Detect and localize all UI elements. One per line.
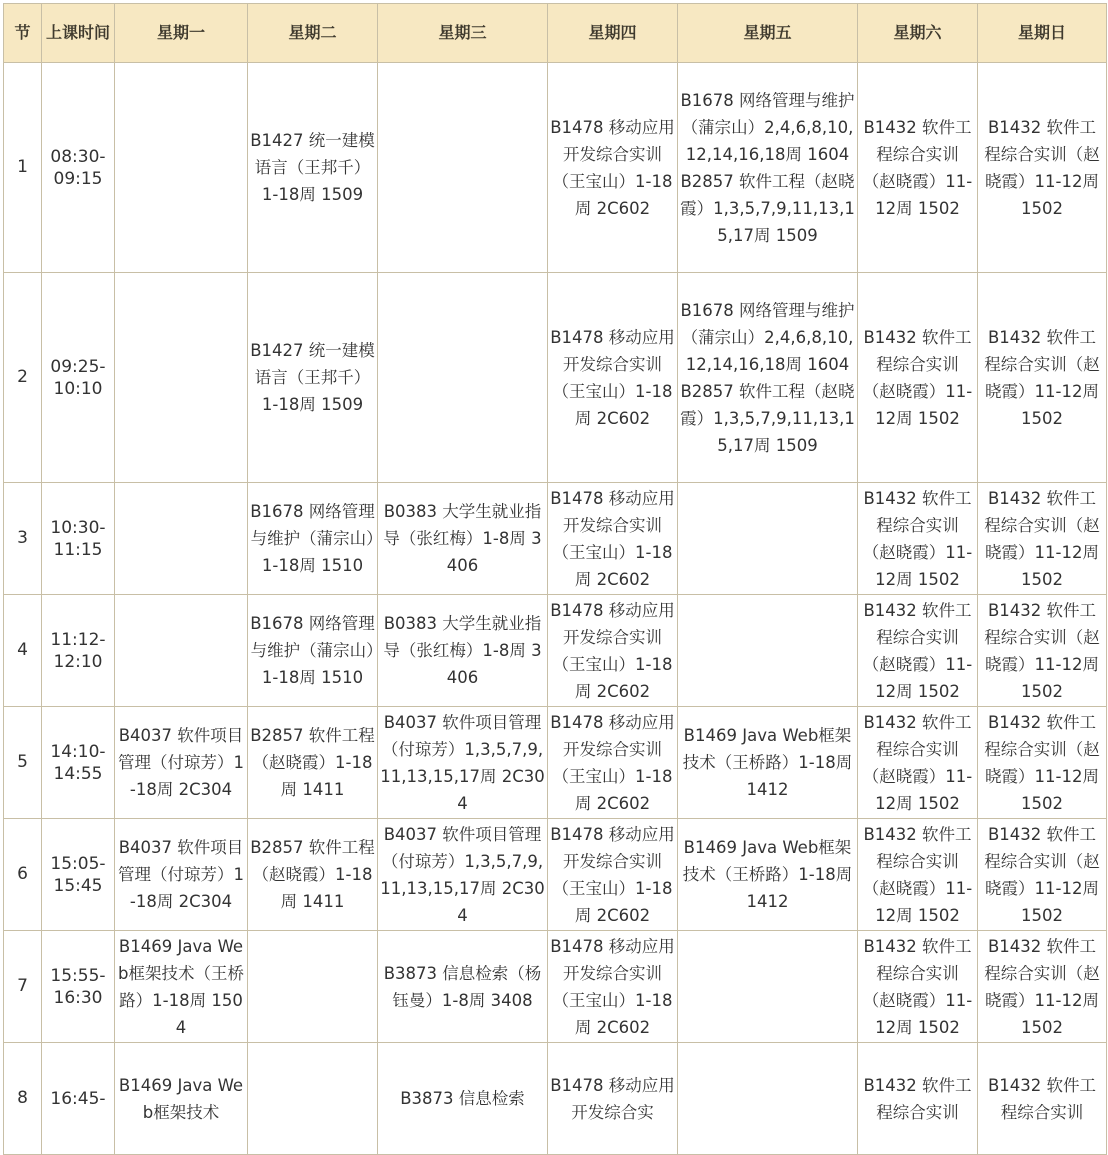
course-cell: B4037 软件项目管理（付琼芳）1,3,5,7,9,11,13,15,17周 2C304 (378, 707, 548, 819)
course-cell: B1432 软件工程综合实训（赵晓霞）11-12周 1502 (978, 63, 1107, 273)
section-number: 4 (4, 595, 42, 707)
course-cell: B1432 软件工程综合实训（赵晓霞）11-12周 1502 (978, 819, 1107, 931)
section-number: 5 (4, 707, 42, 819)
course-cell: B1678 网络管理与维护（蒲宗山）1-18周 1510 (248, 483, 378, 595)
table-row (4, 707, 1107, 819)
header-row (4, 4, 1107, 63)
header-day-thu: 星期四 (548, 4, 678, 63)
course-cell: B4037 软件项目管理（付琼芳）1-18周 2C304 (115, 707, 248, 819)
section-number: 3 (4, 483, 42, 595)
course-cell (115, 273, 248, 483)
course-cell: B1427 统一建模语言（王邦千）1-18周 1509 (248, 63, 378, 273)
header-day-sun: 星期日 (978, 4, 1107, 63)
course-cell: B1678 网络管理与维护（蒲宗山）1-18周 1510 (248, 595, 378, 707)
course-cell: B1478 移动应用开发综合实训（王宝山）1-18周 2C602 (548, 819, 678, 931)
course-cell: B1432 软件工程综合实训（赵晓霞）11-12周 1502 (858, 595, 978, 707)
course-cell (115, 595, 248, 707)
header-day-fri: 星期五 (678, 4, 858, 63)
course-cell: B1678 网络管理与维护（蒲宗山）2,4,6,8,10,12,14,16,18周 1604 B2857 软件工程（赵晓霞）1,3,5,7,9,11,13,15,17周 1509 (678, 63, 858, 273)
class-time: 14:10-14:55 (42, 707, 115, 819)
course-cell: B1432 软件工程综合实训（赵晓霞）11-12周 1502 (858, 63, 978, 273)
course-cell: B1469 Java Web框架技术（王桥路）1-18周 1412 (678, 819, 858, 931)
course-cell (378, 273, 548, 483)
course-cell: B1432 软件工程综合实训 (858, 1043, 978, 1155)
header-day-tue: 星期二 (248, 4, 378, 63)
header-day-mon: 星期一 (115, 4, 248, 63)
course-cell (678, 931, 858, 1043)
header-section: 节 (4, 4, 42, 63)
course-cell (678, 483, 858, 595)
class-time: 09:25-10:10 (42, 273, 115, 483)
course-cell (248, 1043, 378, 1155)
course-cell: B0383 大学生就业指导（张红梅）1-8周 3406 (378, 483, 548, 595)
course-cell: B1469 Java Web框架技术 (115, 1043, 248, 1155)
course-cell: B3873 信息检索 (378, 1043, 548, 1155)
header-day-wed: 星期三 (378, 4, 548, 63)
course-cell: B3873 信息检索（杨钰曼）1-8周 3408 (378, 931, 548, 1043)
course-cell: B1432 软件工程综合实训 (978, 1043, 1107, 1155)
section-number: 7 (4, 931, 42, 1043)
header-day-sat: 星期六 (858, 4, 978, 63)
course-cell (115, 63, 248, 273)
section-number: 6 (4, 819, 42, 931)
course-cell: B2857 软件工程（赵晓霞）1-18周 1411 (248, 819, 378, 931)
course-cell: B1478 移动应用开发综合实训（王宝山）1-18周 2C602 (548, 483, 678, 595)
course-cell: B1432 软件工程综合实训（赵晓霞）11-12周 1502 (978, 931, 1107, 1043)
table-row (4, 819, 1107, 931)
table-row (4, 63, 1107, 273)
course-cell: B1432 软件工程综合实训（赵晓霞）11-12周 1502 (858, 931, 978, 1043)
course-cell: B1432 软件工程综合实训（赵晓霞）11-12周 1502 (978, 595, 1107, 707)
course-cell: B1432 软件工程综合实训（赵晓霞）11-12周 1502 (978, 483, 1107, 595)
course-cell: B1432 软件工程综合实训（赵晓霞）11-12周 1502 (978, 707, 1107, 819)
course-cell (378, 63, 548, 273)
course-cell: B1478 移动应用开发综合实训（王宝山）1-18周 2C602 (548, 707, 678, 819)
course-cell (678, 595, 858, 707)
course-cell: B1478 移动应用开发综合实训（王宝山）1-18周 2C602 (548, 63, 678, 273)
table-row (4, 595, 1107, 707)
table-row (4, 273, 1107, 483)
section-number: 8 (4, 1043, 42, 1155)
course-cell: B1432 软件工程综合实训（赵晓霞）11-12周 1502 (858, 707, 978, 819)
table-row (4, 483, 1107, 595)
course-cell (678, 1043, 858, 1155)
course-cell: B1478 移动应用开发综合实 (548, 1043, 678, 1155)
table-row (4, 1043, 1107, 1155)
course-cell: B4037 软件项目管理（付琼芳）1-18周 2C304 (115, 819, 248, 931)
course-cell: B1432 软件工程综合实训（赵晓霞）11-12周 1502 (858, 819, 978, 931)
course-cell: B0383 大学生就业指导（张红梅）1-8周 3406 (378, 595, 548, 707)
table-row (4, 931, 1107, 1043)
course-cell: B2857 软件工程（赵晓霞）1-18周 1411 (248, 707, 378, 819)
class-time: 15:05-15:45 (42, 819, 115, 931)
schedule-table-container (3, 3, 1106, 1122)
course-cell: B1427 统一建模语言（王邦千）1-18周 1509 (248, 273, 378, 483)
course-cell: B1478 移动应用开发综合实训（王宝山）1-18周 2C602 (548, 931, 678, 1043)
class-time: 15:55-16:30 (42, 931, 115, 1043)
course-cell: B1478 移动应用开发综合实训（王宝山）1-18周 2C602 (548, 273, 678, 483)
section-number: 2 (4, 273, 42, 483)
course-cell: B1432 软件工程综合实训（赵晓霞）11-12周 1502 (858, 273, 978, 483)
course-cell: B1478 移动应用开发综合实训（王宝山）1-18周 2C602 (548, 595, 678, 707)
course-cell: B1469 Java Web框架技术（王桥路）1-18周 1504 (115, 931, 248, 1043)
class-time: 08:30-09:15 (42, 63, 115, 273)
class-time: 11:12-12:10 (42, 595, 115, 707)
schedule-table (3, 3, 1107, 1155)
course-cell: B1469 Java Web框架技术（王桥路）1-18周 1412 (678, 707, 858, 819)
course-cell: B4037 软件项目管理（付琼芳）1,3,5,7,9,11,13,15,17周 2C304 (378, 819, 548, 931)
course-cell: B1678 网络管理与维护（蒲宗山）2,4,6,8,10,12,14,16,18周 1604 B2857 软件工程（赵晓霞）1,3,5,7,9,11,13,15,17周 1509 (678, 273, 858, 483)
course-cell: B1432 软件工程综合实训（赵晓霞）11-12周 1502 (858, 483, 978, 595)
class-time: 16:45- (42, 1043, 115, 1155)
header-time: 上课时间 (42, 4, 115, 63)
course-cell (248, 931, 378, 1043)
section-number: 1 (4, 63, 42, 273)
class-time: 10:30-11:15 (42, 483, 115, 595)
course-cell: B1432 软件工程综合实训（赵晓霞）11-12周 1502 (978, 273, 1107, 483)
course-cell (115, 483, 248, 595)
